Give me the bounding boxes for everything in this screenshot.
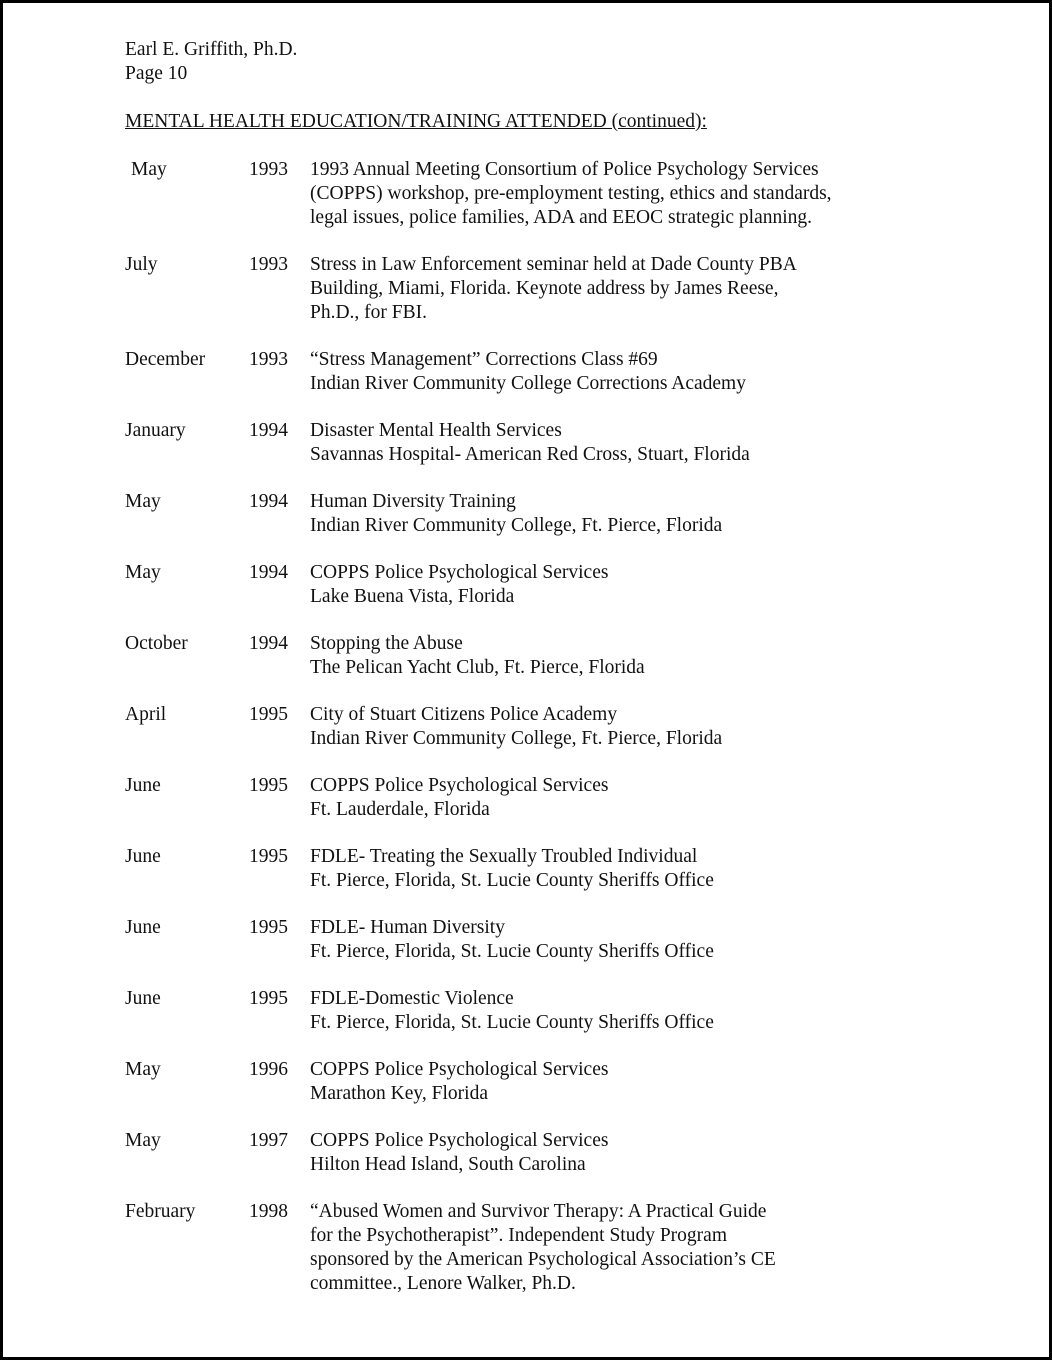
entry-year: 1994 [249,633,288,654]
entry-year: 1993 [249,349,288,370]
entry-description [310,987,985,1035]
entry-year: 1996 [249,1059,288,1080]
entry-description-line: Stopping the Abuse [310,633,463,654]
entry-year: 1993 [249,159,288,180]
entry-description-line: Ph.D., for FBI. [310,302,428,323]
entry-description-line: Indian River Community College, Ft. Pierce, Florida [310,728,723,749]
training-entry [125,1058,985,1106]
training-entry [125,632,985,680]
entry-description [310,253,985,325]
entry-description-line: for the Psychotherapist”. Independent Study Program [310,1225,727,1246]
entry-description [310,1129,985,1177]
entry-description [310,1058,985,1106]
page-number: Page 10 [125,63,188,84]
entry-description-line: Indian River Community College, Ft. Pierce, Florida [310,515,723,536]
entry-description-line: (COPPS) workshop, pre-employment testing, ethics and standards, [310,183,832,204]
training-entry [125,348,985,396]
entry-description-line: COPPS Police Psychological Services [310,562,609,583]
entry-month: June [125,917,161,938]
entry-description-line: The Pelican Yacht Club, Ft. Pierce, Florida [310,657,645,678]
entry-description-line: “Stress Management” Corrections Class #69 [310,349,658,370]
training-entry [125,253,985,325]
entry-description [310,348,985,396]
entry-description-line: FDLE- Treating the Sexually Troubled Individual [310,846,698,867]
entry-description [310,419,985,467]
entry-description-line: Disaster Mental Health Services [310,420,562,441]
training-entry [125,561,985,609]
entry-month: October [125,633,188,654]
entry-description [310,158,985,230]
entry-description-line: Stress in Law Enforcement seminar held at Dade County PBA [310,254,797,275]
entry-description-line: FDLE-Domestic Violence [310,988,514,1009]
entry-description [310,916,985,964]
entry-description-line: Lake Buena Vista, Florida [310,586,515,607]
entry-year: 1995 [249,846,288,867]
entry-year: 1998 [249,1201,288,1222]
entry-description [310,845,985,893]
entry-month: April [125,704,167,725]
entry-month: June [125,846,161,867]
entry-description [310,703,985,751]
entry-description-line: FDLE- Human Diversity [310,917,505,938]
entry-description-line: Savannas Hospital- American Red Cross, Stuart, Florida [310,444,750,465]
entry-description-line: committee., Lenore Walker, Ph.D. [310,1273,576,1294]
entry-month: May [125,562,161,583]
entry-description-line: 1993 Annual Meeting Consortium of Police Psychology Services [310,159,819,180]
entry-description [310,774,985,822]
entry-month: May [125,491,161,512]
entry-year: 1994 [249,491,288,512]
entry-description-line: Building, Miami, Florida. Keynote address by James Reese, [310,278,779,299]
entry-description-line: sponsored by the American Psychological Association’s CE [310,1249,776,1270]
training-entry [125,490,985,538]
entry-month: May [131,159,167,180]
entry-description [310,561,985,609]
entry-month: May [125,1130,161,1151]
section-title: MENTAL HEALTH EDUCATION/TRAINING ATTENDED (continued): [125,111,707,132]
entry-month: January [125,420,186,441]
entry-year: 1994 [249,420,288,441]
author-name: Earl E. Griffith, Ph.D. [125,39,298,60]
training-entry [125,419,985,467]
entry-description-line: Ft. Pierce, Florida, St. Lucie County Sheriffs Office [310,1012,714,1033]
entry-description-line: Hilton Head Island, South Carolina [310,1154,586,1175]
entry-month: May [125,1059,161,1080]
entry-month: June [125,775,161,796]
training-entries-list [125,158,985,1296]
entry-year: 1993 [249,254,288,275]
training-entry [125,845,985,893]
entry-description [310,632,985,680]
entry-month: December [125,349,206,370]
entry-month: June [125,988,161,1009]
entry-year: 1995 [249,704,288,725]
document-body [125,38,985,1319]
entry-description [310,490,985,538]
entry-year: 1995 [249,775,288,796]
training-entry [125,1200,985,1296]
entry-description-line: Ft. Pierce, Florida, St. Lucie County Sheriffs Office [310,870,714,891]
entry-description-line: Ft. Pierce, Florida, St. Lucie County Sheriffs Office [310,941,714,962]
training-entry [125,987,985,1035]
training-entry [125,703,985,751]
entry-description-line: Marathon Key, Florida [310,1083,488,1104]
training-entry [125,1129,985,1177]
entry-year: 1995 [249,917,288,938]
entry-description-line: “Abused Women and Survivor Therapy: A Practical Guide [310,1201,767,1222]
entry-month: July [125,254,158,275]
entry-year: 1997 [249,1130,288,1151]
entry-description-line: legal issues, police families, ADA and EEOC strategic planning. [310,207,813,228]
entry-description-line: City of Stuart Citizens Police Academy [310,704,618,725]
training-entry [125,916,985,964]
entry-description-line: COPPS Police Psychological Services [310,1130,609,1151]
entry-description [310,1200,985,1296]
entry-description-line: COPPS Police Psychological Services [310,775,609,796]
entry-year: 1995 [249,988,288,1009]
training-entry [125,158,985,230]
entry-month: February [125,1201,196,1222]
entry-description-line: COPPS Police Psychological Services [310,1059,609,1080]
entry-description-line: Indian River Community College Corrections Academy [310,373,746,394]
entry-description-line: Human Diversity Training [310,491,516,512]
entry-description-line: Ft. Lauderdale, Florida [310,799,490,820]
entry-year: 1994 [249,562,288,583]
training-entry [125,774,985,822]
